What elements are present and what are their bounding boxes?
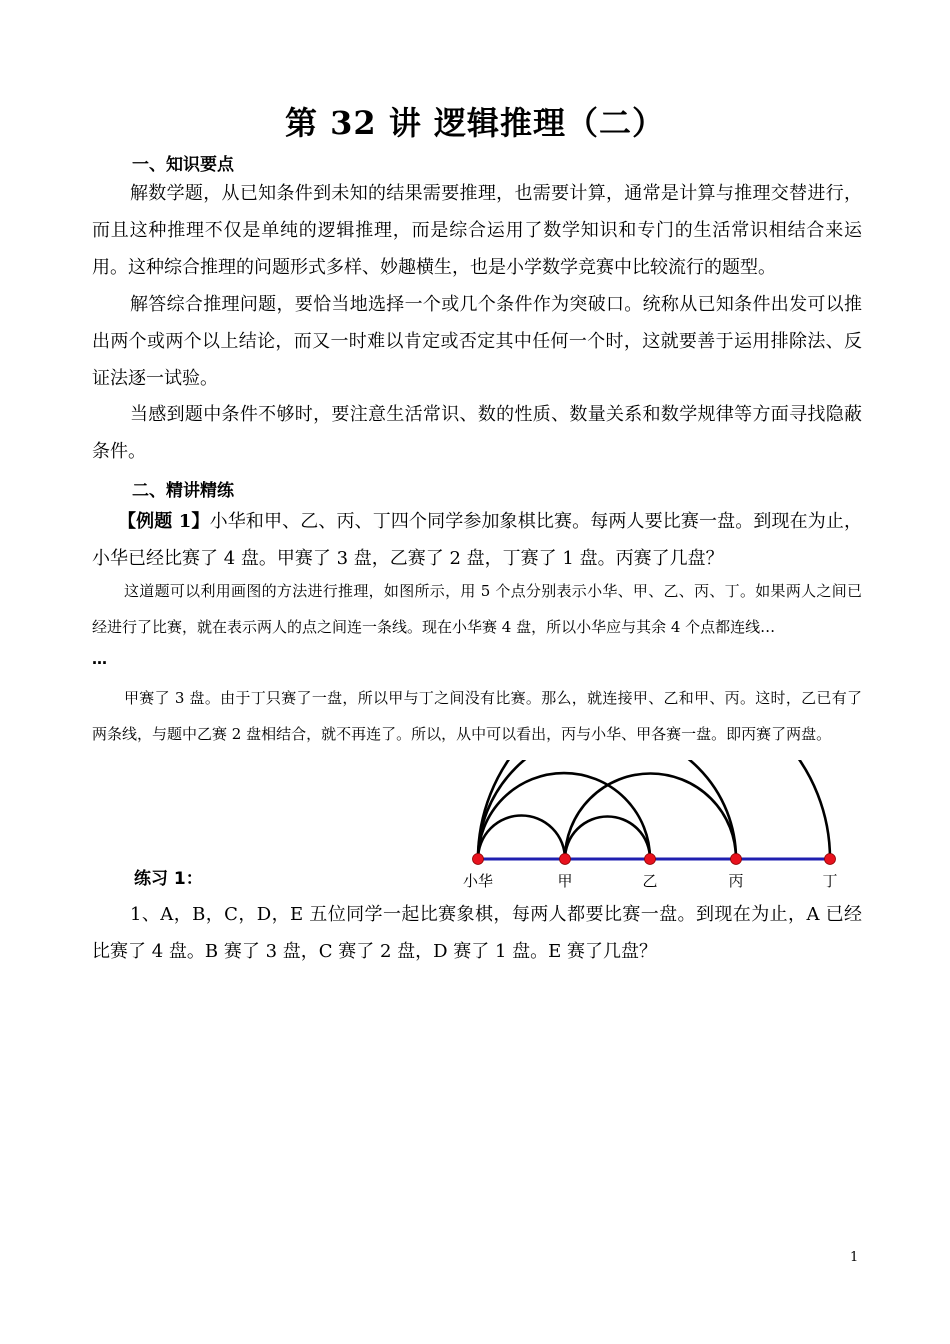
player-node-2: [645, 854, 656, 865]
match-graph-diagram: [455, 760, 855, 895]
diagram-labels: [463, 872, 838, 890]
player-node-0: [473, 854, 484, 865]
player-label-1: 甲: [557, 872, 573, 890]
player-label-4: 丁: [822, 872, 838, 890]
match-arc-0-3: [478, 760, 736, 859]
practice-label: 练习 1：: [134, 869, 203, 889]
match-arc-0-1: [478, 816, 565, 860]
example-1: [92, 503, 862, 577]
solution-paragraph-2: 甲赛了 3 盘。由于丁只赛了一盘，所以甲与丁之间没有比赛。那么，就连接甲、乙和甲、丙。这时，乙已有了两条线，与题中乙赛 2 盘相结合，就不再连了。所以，从中可以看出，丙与小华、甲各赛一盘。即丙赛了两盘。: [92, 689, 862, 743]
example-text: 小华和甲、乙、丙、丁四个同学参加象棋比赛。每两人要比赛一盘。到现在为止，小华已经比赛了 4 盘。甲赛了 3 盘，乙赛了 2 盘，丁赛了 1 盘。丙赛了几盘？: [92, 511, 863, 569]
paragraph-1: 解数学题，从已知条件到未知的结果需要推理，也需要计算，通常是计算与推理交替进行，而且这种推理不仅是单纯的逻辑推理，而是综合运用了数学知识和专门的生活常识相结合来运用。这种综合推理的问题形式多样、妙趣横生，也是小学数学竞赛中比较流行的题型。: [92, 183, 862, 278]
paragraph-3: 当感到题中条件不够时，要注意生活常识、数的性质、数量关系和数学规律等方面寻找隐蔽条件。: [92, 404, 862, 462]
page-number: 1: [850, 1250, 859, 1265]
player-node-4: [825, 854, 836, 865]
exercise-1: 1、A，B，C，D，E 五位同学一起比赛象棋，每两人都要比赛一盘。到现在为止，A 已经比赛了 4 盘。B 赛了 3 盘，C 赛了 2 盘，D 赛了 1 盘。E 赛了几盘？: [92, 904, 862, 962]
player-label-0: 小华: [462, 872, 494, 890]
player-node-1: [560, 854, 571, 865]
section-heading-practice: 二、精讲精练: [132, 481, 234, 501]
match-arc-1-2: [565, 817, 650, 860]
section-heading-knowledge: 一、知识要点: [132, 155, 234, 175]
player-label-3: 丙: [728, 872, 744, 890]
solution-paragraph-1: 这道题可以利用画图的方法进行推理，如图所示，用 5 个点分别表示小华、甲、乙、丙、丁。如果两人之间已经进行了比赛，就在表示两人的点之间连一条线。现在小华赛 4 盘，所以小华应与其余 4 个点都连线…: [92, 582, 862, 636]
page-title: 第 32 讲 逻辑推理（二）: [285, 104, 665, 142]
ellipsis: …: [92, 650, 107, 668]
player-node-3: [731, 854, 742, 865]
diagram-arcs: [478, 760, 830, 859]
player-label-2: 乙: [642, 872, 658, 890]
match-arc-1-3: [565, 774, 736, 860]
paragraph-2: 解答综合推理问题，要恰当地选择一个或几个条件作为突破口。统称从已知条件出发可以推出两个或两个以上结论，而又一时难以肯定或否定其中任何一个时，这就要善于运用排除法、反证法逐一试验。: [92, 294, 862, 389]
example-label: 【例题 1】: [118, 511, 210, 532]
